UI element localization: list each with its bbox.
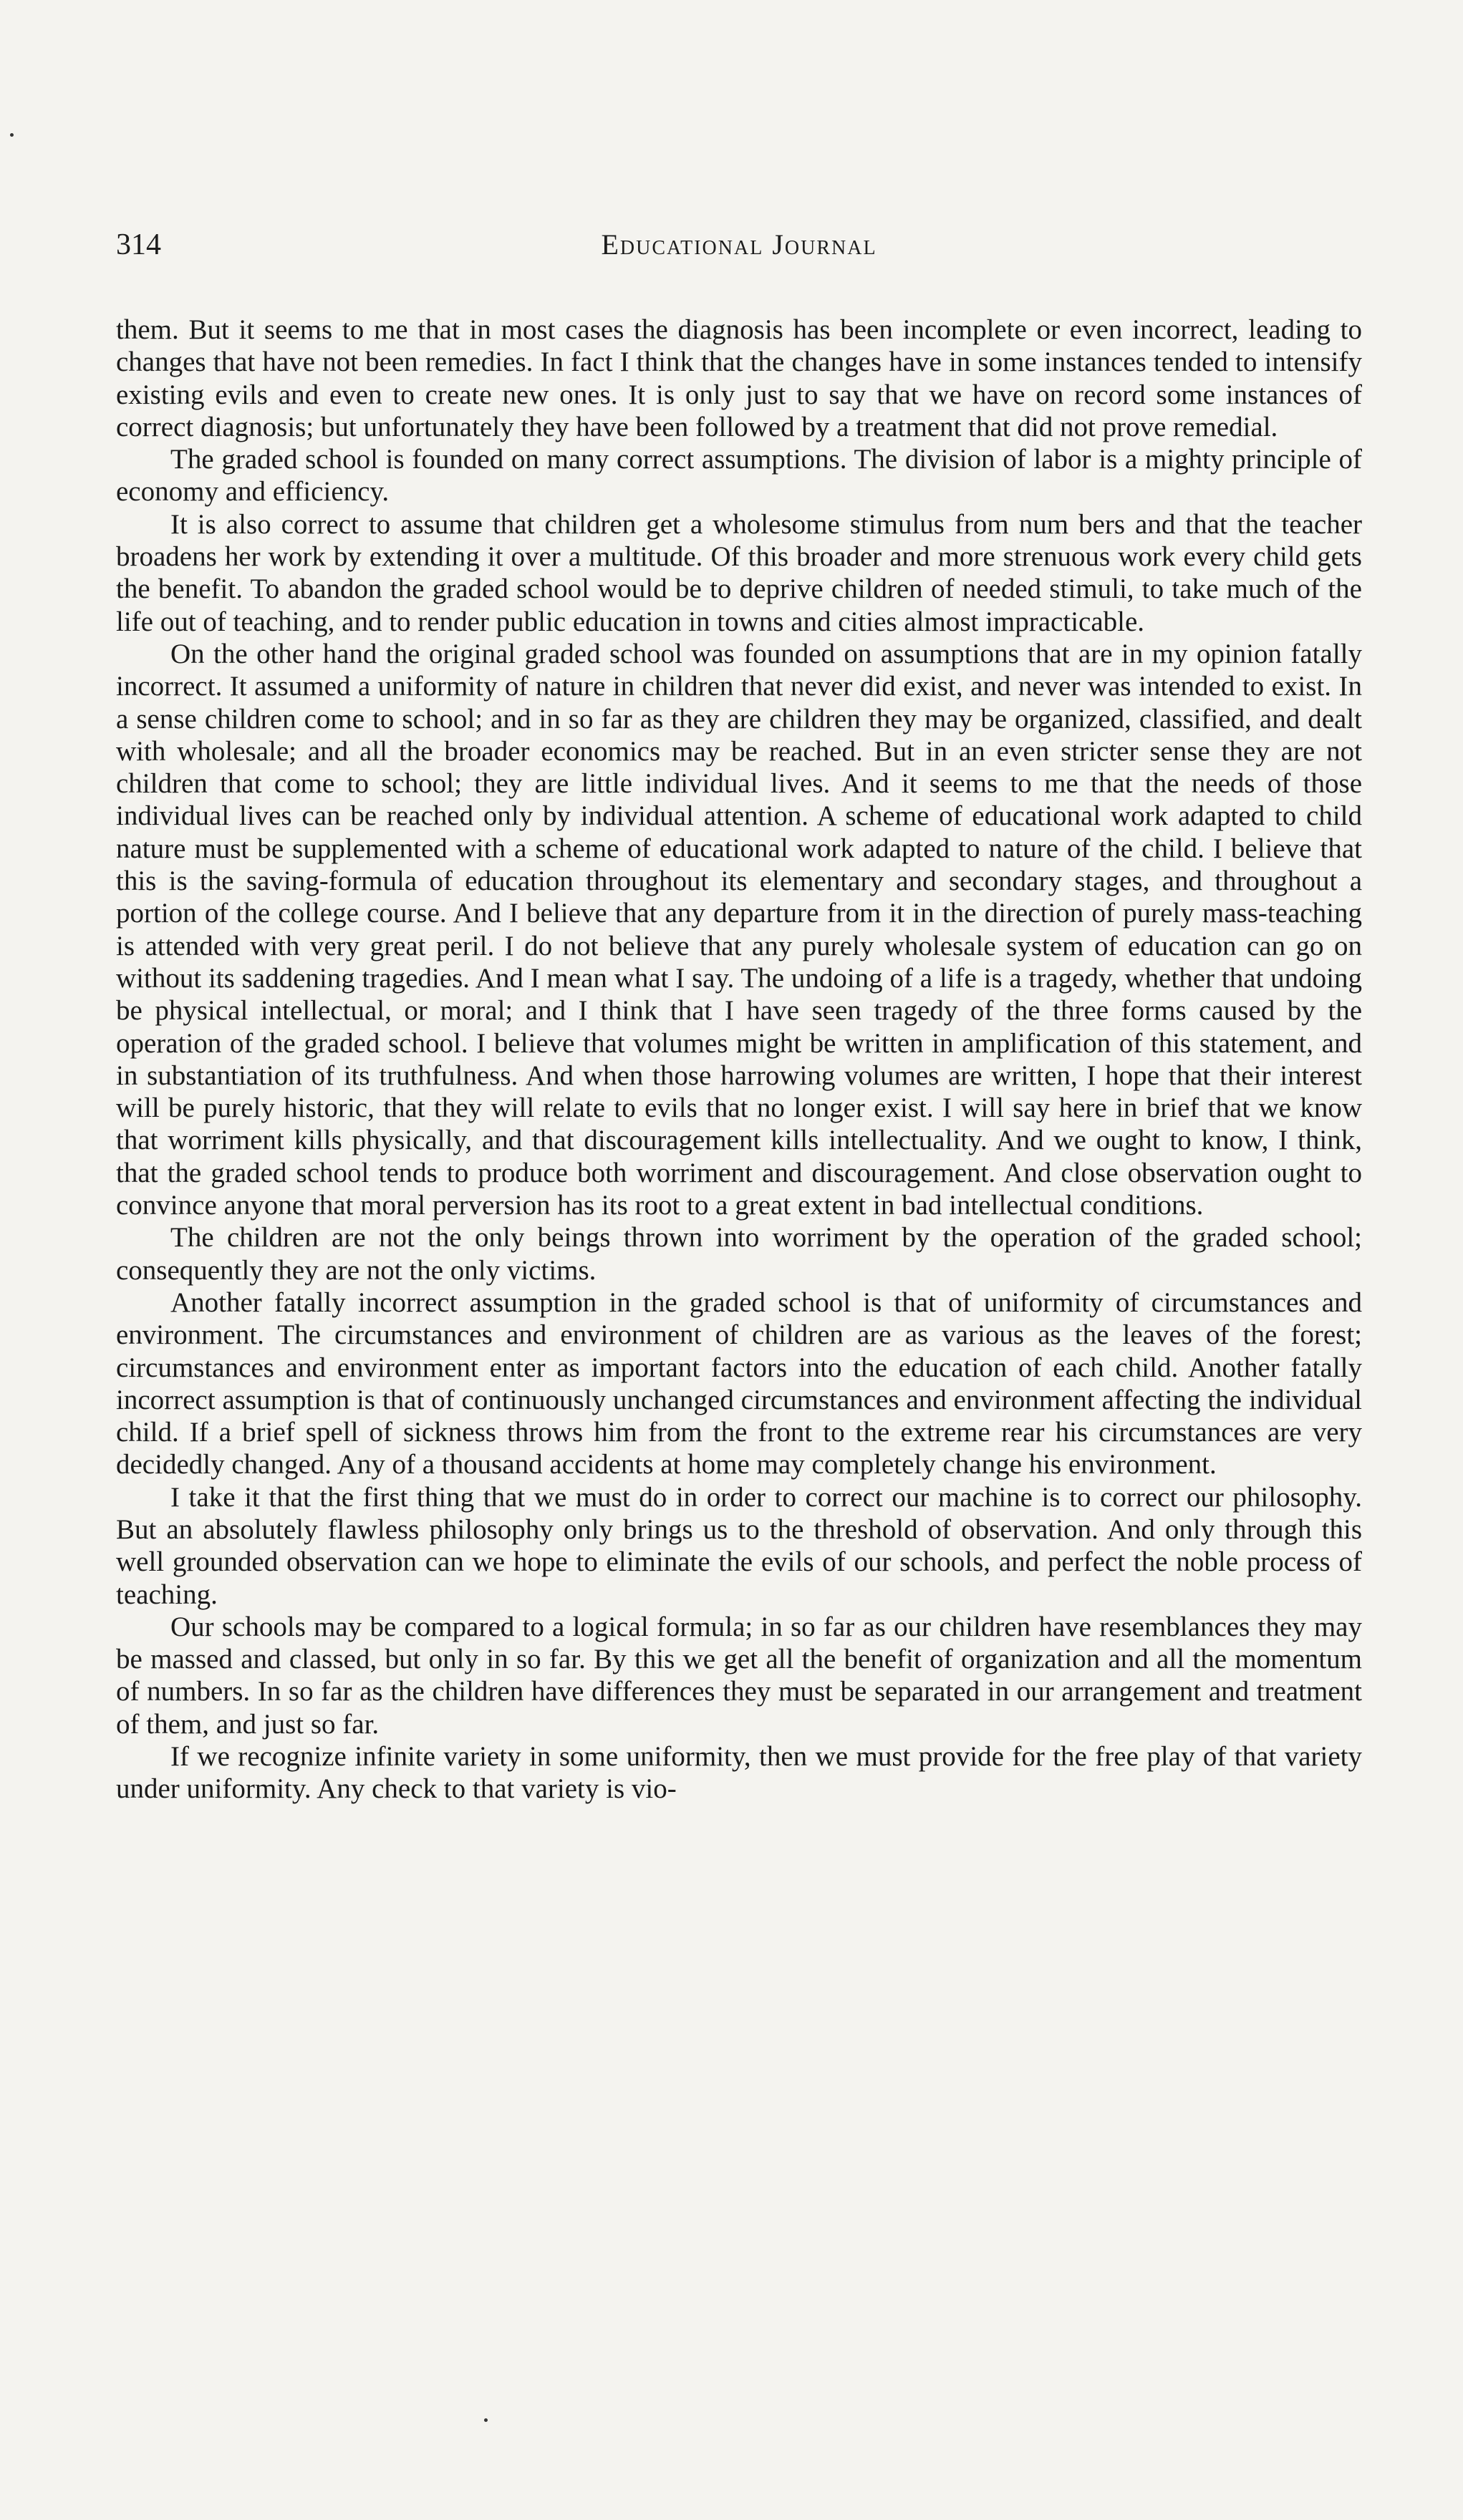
paragraph: Another fatally incorrect assumption in the graded school is that of uniformity of circumstances and environment. The circumstances and environment of children are as various as the leaves of the forest; circumstances and environment enter as important factors into the education of each child. Another fatally incorrect assumption is that of continuously unchanged circumstances and environment affecting the individual child. If a brief spell of sickness throws him from the front to the extreme rear his circumstances are very decidedly changed. Any of a thousand accidents at home may completely change his environment.	[116, 1286, 1362, 1480]
paragraph: It is also correct to assume that children get a wholesome stimulus from num bers and that the teacher broadens her work by extending it over a multitude. Of this broader and more strenuous work every child gets the benefit. To abandon the graded school would be to deprive children of needed stimuli, to take much of the life out of teaching, and to render public education in towns and cities almost impracticable.	[116, 508, 1362, 637]
bottom-speck	[484, 2418, 488, 2422]
margin-speck	[10, 133, 14, 137]
page-number: 314	[116, 228, 161, 261]
paragraph: The children are not the only beings thrown into worriment by the operation of the graded school; consequently they are not the only victims.	[116, 1222, 1362, 1286]
paragraph: The graded school is founded on many correct assumptions. The division of labor is a mighty principle of economy and efficiency.	[116, 444, 1362, 508]
paragraph: On the other hand the original graded school was founded on assumptions that are in my opinion fatally incorrect. It assumed a uniformity of nature in children that never did exist, and never was intended to exist. In a sense children come to school; and in so far as they are children they may be organized, classified, and dealt with wholesale; and all the broader economics may be reached. But in an even stricter sense they are not children that come to school; they are little individual lives. And it seems to me that the needs of those individual lives can be reached only by individual attention. A scheme of educational work adapted to child nature must be supplemented with a scheme of educational work adapted to nature of the child. I believe that this is the saving-formula of education throughout its elementary and secondary stages, and throughout a portion of the college course. And I believe that any departure from it in the direction of purely mass-teaching is attended with very great peril. I do not believe that any purely wholesale system of education can go on without its saddening tragedies. And I mean what I say. The undoing of a life is a tragedy, whether that undoing be physical intellectual, or moral; and I think that I have seen tragedy of the three forms caused by the operation of the graded school. I believe that volumes might be written in amplification of this statement, and in substantiation of its truthfulness. And when those harrowing volumes are written, I hope that their interest will be purely historic, that they will relate to evils that no longer exist. I will say here in brief that we know that worriment kills physically, and that discouragement kills intellectuality. And we ought to know, I think, that the graded school tends to produce both worriment and discouragement. And close observation ought to convince anyone that moral perversion has its root to a great extent in bad intellectual conditions.	[116, 638, 1362, 1221]
paragraph: them. But it seems to me that in most cases the diagnosis has been incomplete or even incorrect, leading to changes that have not been remedies. In fact I think that the changes have in some instances tended to intensify existing evils and even to create new ones. It is only just to say that we have on record some instances of correct diagnosis; but unfortunately they have been followed by a treatment that did not prove remedial.	[116, 314, 1362, 442]
page-header	[116, 228, 1362, 271]
paragraph: If we recognize infinite variety in some uniformity, then we must provide for the free play of that variety under uniformity. Any check to that variety is vio-	[116, 1741, 1362, 1805]
article-body	[116, 314, 1362, 1806]
running-title: Educational Journal	[601, 228, 877, 261]
paragraph: Our schools may be compared to a logical formula; in so far as our children have resemblances they may be massed and classed, but only in so far. By this we get all the benefit of organization and all the momentum of numbers. In so far as the children have differences they must be separated in our arrangement and treatment of them, and just so far.	[116, 1611, 1362, 1740]
paragraph: I take it that the first thing that we must do in order to correct our machine is to correct our philosophy. But an absolutely flawless philosophy only brings us to the threshold of observation. And only through this well grounded observation can we hope to eliminate the evils of our schools, and perfect the noble process of teaching.	[116, 1481, 1362, 1610]
